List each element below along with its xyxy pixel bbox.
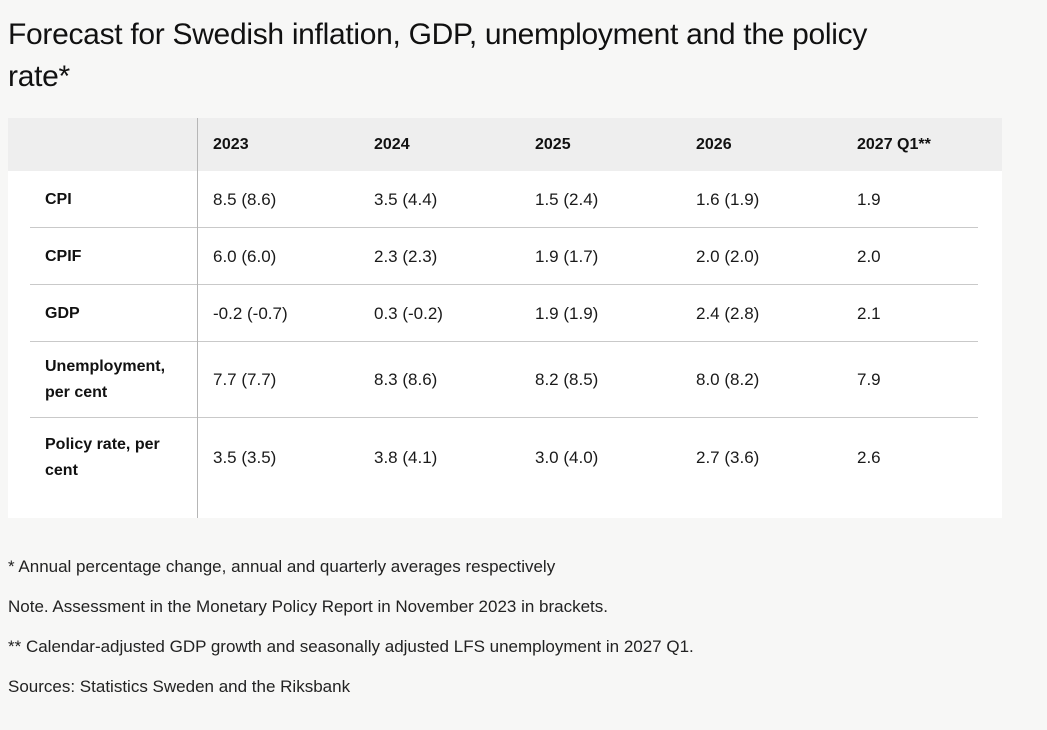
table-cell: 2.6 bbox=[857, 448, 881, 467]
table-cell: 3.5 (4.4) bbox=[374, 189, 438, 209]
table-cell: 8.0 (8.2) bbox=[696, 370, 760, 389]
table-cell: 2.4 (2.8) bbox=[696, 303, 760, 323]
table-cell: 2.1 bbox=[857, 303, 881, 323]
footnote-sources: Sources: Statistics Sweden and the Riksbank bbox=[8, 677, 351, 696]
row-label: Unemployment, per cent bbox=[45, 358, 166, 401]
table-cell: 8.3 (8.6) bbox=[374, 370, 438, 389]
table-cell: -0.2 (-0.7) bbox=[213, 303, 288, 323]
table-cell: 1.9 (1.9) bbox=[535, 303, 599, 323]
column-header-2026: 2026 bbox=[696, 135, 732, 153]
row-label: CPI bbox=[45, 190, 72, 208]
table-cell: 3.5 (3.5) bbox=[213, 448, 277, 467]
table-row-cpi bbox=[8, 171, 1002, 228]
table-header-row bbox=[8, 118, 1002, 171]
table-cell: 7.7 (7.7) bbox=[213, 370, 277, 389]
row-label: CPIF bbox=[45, 247, 82, 265]
page-title-line-2: rate* bbox=[8, 60, 70, 93]
footnote-double-asterisk: ** Calendar-adjusted GDP growth and seasonally adjusted LFS unemployment in 2027 Q1. bbox=[8, 637, 694, 656]
table-cell: 1.5 (2.4) bbox=[535, 189, 599, 209]
table-cell: 1.9 bbox=[857, 189, 881, 209]
table-cell: 2.0 (2.0) bbox=[696, 246, 760, 266]
table-cell: 2.3 (2.3) bbox=[374, 246, 438, 266]
column-header-2024: 2024 bbox=[374, 135, 410, 153]
footnote-note: Note. Assessment in the Monetary Policy Report in November 2023 in brackets. bbox=[8, 597, 609, 616]
table-row-unemployment bbox=[8, 342, 1002, 418]
table-cell: 6.0 (6.0) bbox=[213, 246, 277, 266]
forecast-table bbox=[8, 118, 1002, 518]
column-divider bbox=[197, 118, 198, 518]
table-cell: 1.9 (1.7) bbox=[535, 246, 599, 266]
footnotes bbox=[8, 558, 1047, 696]
row-label: Policy rate, per cent bbox=[45, 436, 160, 479]
table-cell: 1.6 (1.9) bbox=[696, 189, 760, 209]
table-row-cpif bbox=[8, 228, 1002, 285]
table-cell: 0.3 (-0.2) bbox=[374, 303, 443, 323]
table-cell: 8.2 (8.5) bbox=[535, 370, 599, 389]
table-cell: 3.8 (4.1) bbox=[374, 448, 438, 467]
page-title-line-1: Forecast for Swedish inflation, GDP, unemployment and the policy bbox=[8, 18, 868, 51]
table-cell: 3.0 (4.0) bbox=[535, 448, 599, 467]
page-title bbox=[8, 14, 1047, 98]
column-header-2027-q1: 2027 Q1** bbox=[857, 135, 931, 153]
table-cell: 2.7 (3.6) bbox=[696, 448, 760, 467]
row-label: GDP bbox=[45, 304, 80, 322]
column-header-2025: 2025 bbox=[535, 135, 571, 153]
table-cell: 7.9 bbox=[857, 370, 881, 389]
table-cell: 8.5 (8.6) bbox=[213, 189, 277, 209]
table-row-gdp bbox=[8, 285, 1002, 342]
footnote-asterisk: * Annual percentage change, annual and quarterly averages respectively bbox=[8, 557, 556, 576]
table-cell: 2.0 bbox=[857, 246, 881, 266]
column-header-2023: 2023 bbox=[213, 135, 249, 153]
table-row-policy-rate bbox=[8, 418, 1002, 498]
